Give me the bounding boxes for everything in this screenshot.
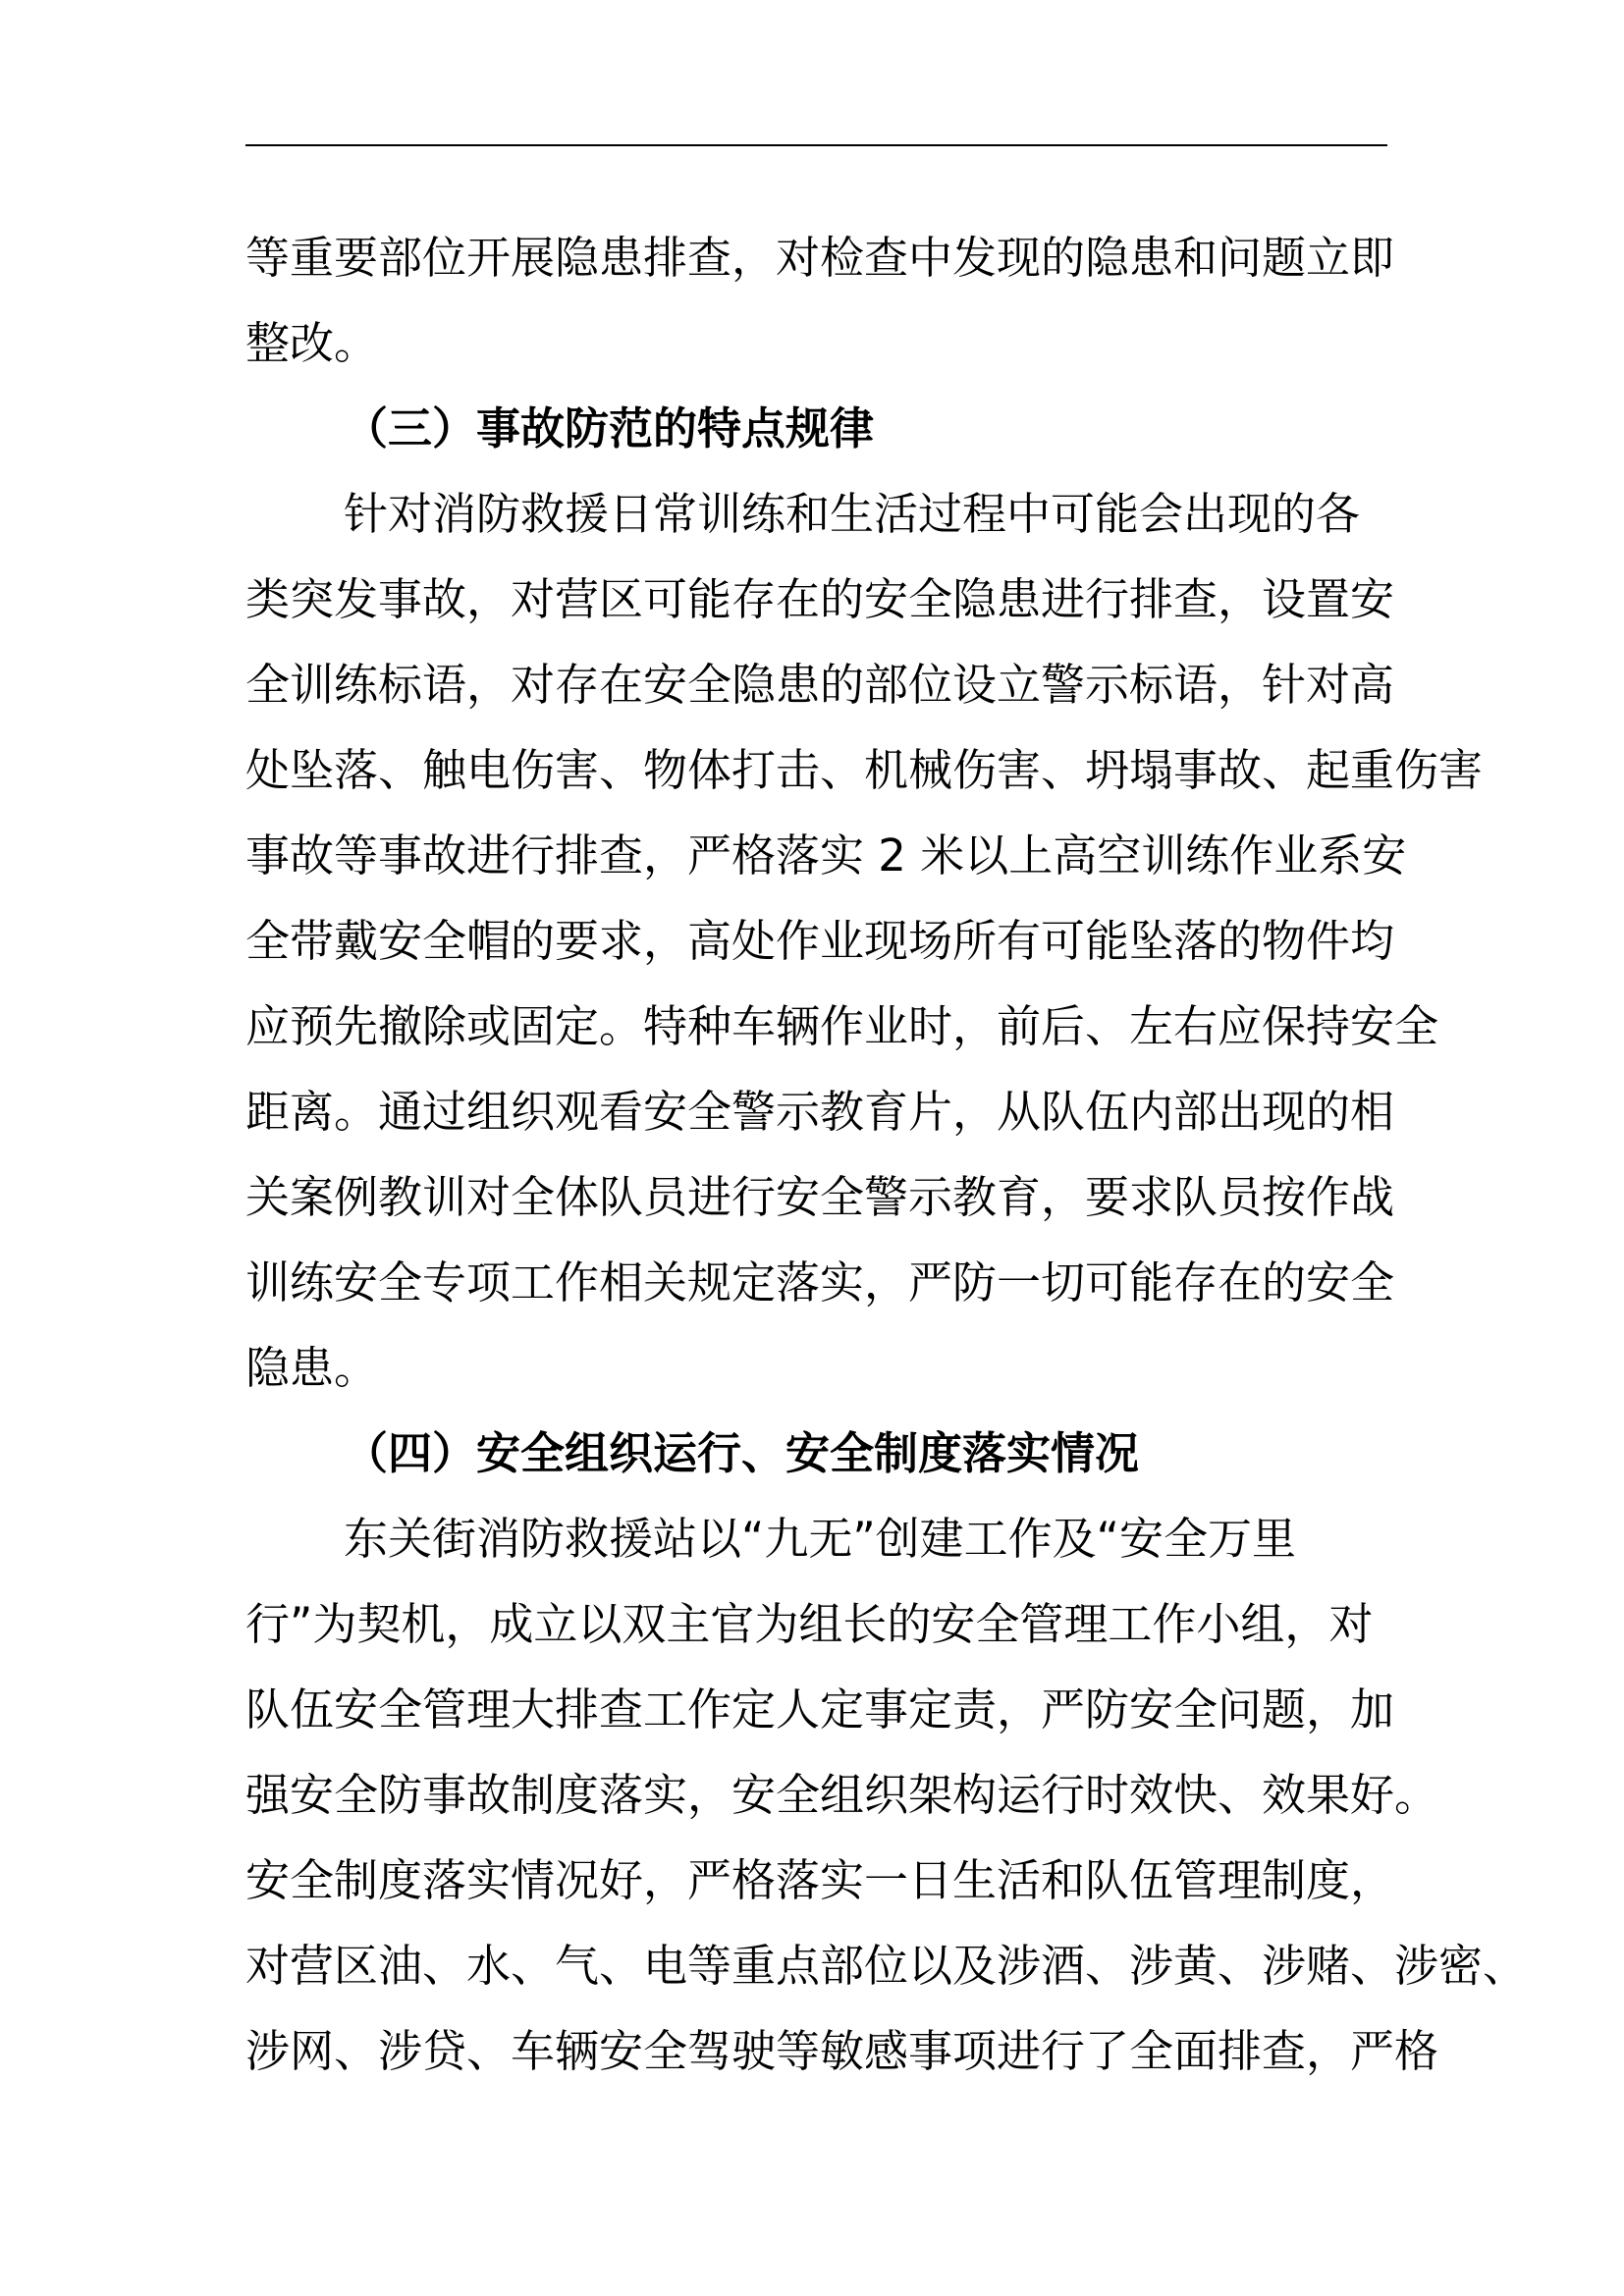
body-text-line: 整改。 — [245, 317, 379, 369]
body-text-line: 对营区油、水、气、电等重点部位以及涉酒、涉黄、涉赌、涉密、 — [245, 1940, 1528, 1992]
paragraph-first-line: 东关街消防救援站以“九无”创建工作及“安全万里 — [344, 1513, 1296, 1565]
body-text-line: 隐患。 — [245, 1342, 379, 1394]
body-text-line: 安全制度落实情况好，严格落实一日生活和队伍管理制度， — [245, 1854, 1395, 1906]
paragraph-first-line: 针对消防救援日常训练和生活过程中可能会出现的各 — [344, 488, 1361, 540]
body-text-line: 应预先撤除或固定。特种车辆作业时，前后、左右应保持安全 — [245, 1000, 1439, 1052]
body-text-line: 事故等事故进行排查，严格落实 2 米以上高空训练作业系安 — [245, 829, 1407, 881]
body-text-line: 处坠落、触电伤害、物体打击、机械伤害、坍塌事故、起重伤害 — [245, 744, 1484, 796]
header-rule — [245, 144, 1387, 146]
section-heading-3: （三）事故防范的特点规律 — [344, 402, 875, 454]
document-body — [245, 215, 1528, 2094]
section-heading-4: （四）安全组织运行、安全制度落实情况 — [344, 1427, 1140, 1479]
body-text-line: 类突发事故，对营区可能存在的安全隐患进行排查，设置安 — [245, 573, 1395, 625]
body-text-line: 强安全防事故制度落实，安全组织架构运行时效快、效果好。 — [245, 1769, 1439, 1821]
body-text-line: 关案例教训对全体队员进行安全警示教育，要求队员按作战 — [245, 1171, 1395, 1223]
body-text-line: 训练安全专项工作相关规定落实，严防一切可能存在的安全 — [245, 1256, 1395, 1308]
body-text-line: 等重要部位开展隐患排查，对检查中发现的隐患和问题立即 — [245, 232, 1395, 284]
body-text-line: 距离。通过组织观看安全警示教育片，从队伍内部出现的相 — [245, 1086, 1395, 1138]
body-text-line: 全带戴安全帽的要求，高处作业现场所有可能坠落的物件均 — [245, 915, 1395, 967]
body-text-line: 涉网、涉贷、车辆安全驾驶等敏感事项进行了全面排查，严格 — [245, 2025, 1439, 2077]
body-text-line: 队伍安全管理大排查工作定人定事定责，严防安全问题，加 — [245, 1683, 1395, 1735]
body-text-line: 全训练标语，对存在安全隐患的部位设立警示标语，针对高 — [245, 659, 1395, 711]
body-text-line: 行”为契机，成立以双主官为组长的安全管理工作小组，对 — [245, 1598, 1374, 1650]
